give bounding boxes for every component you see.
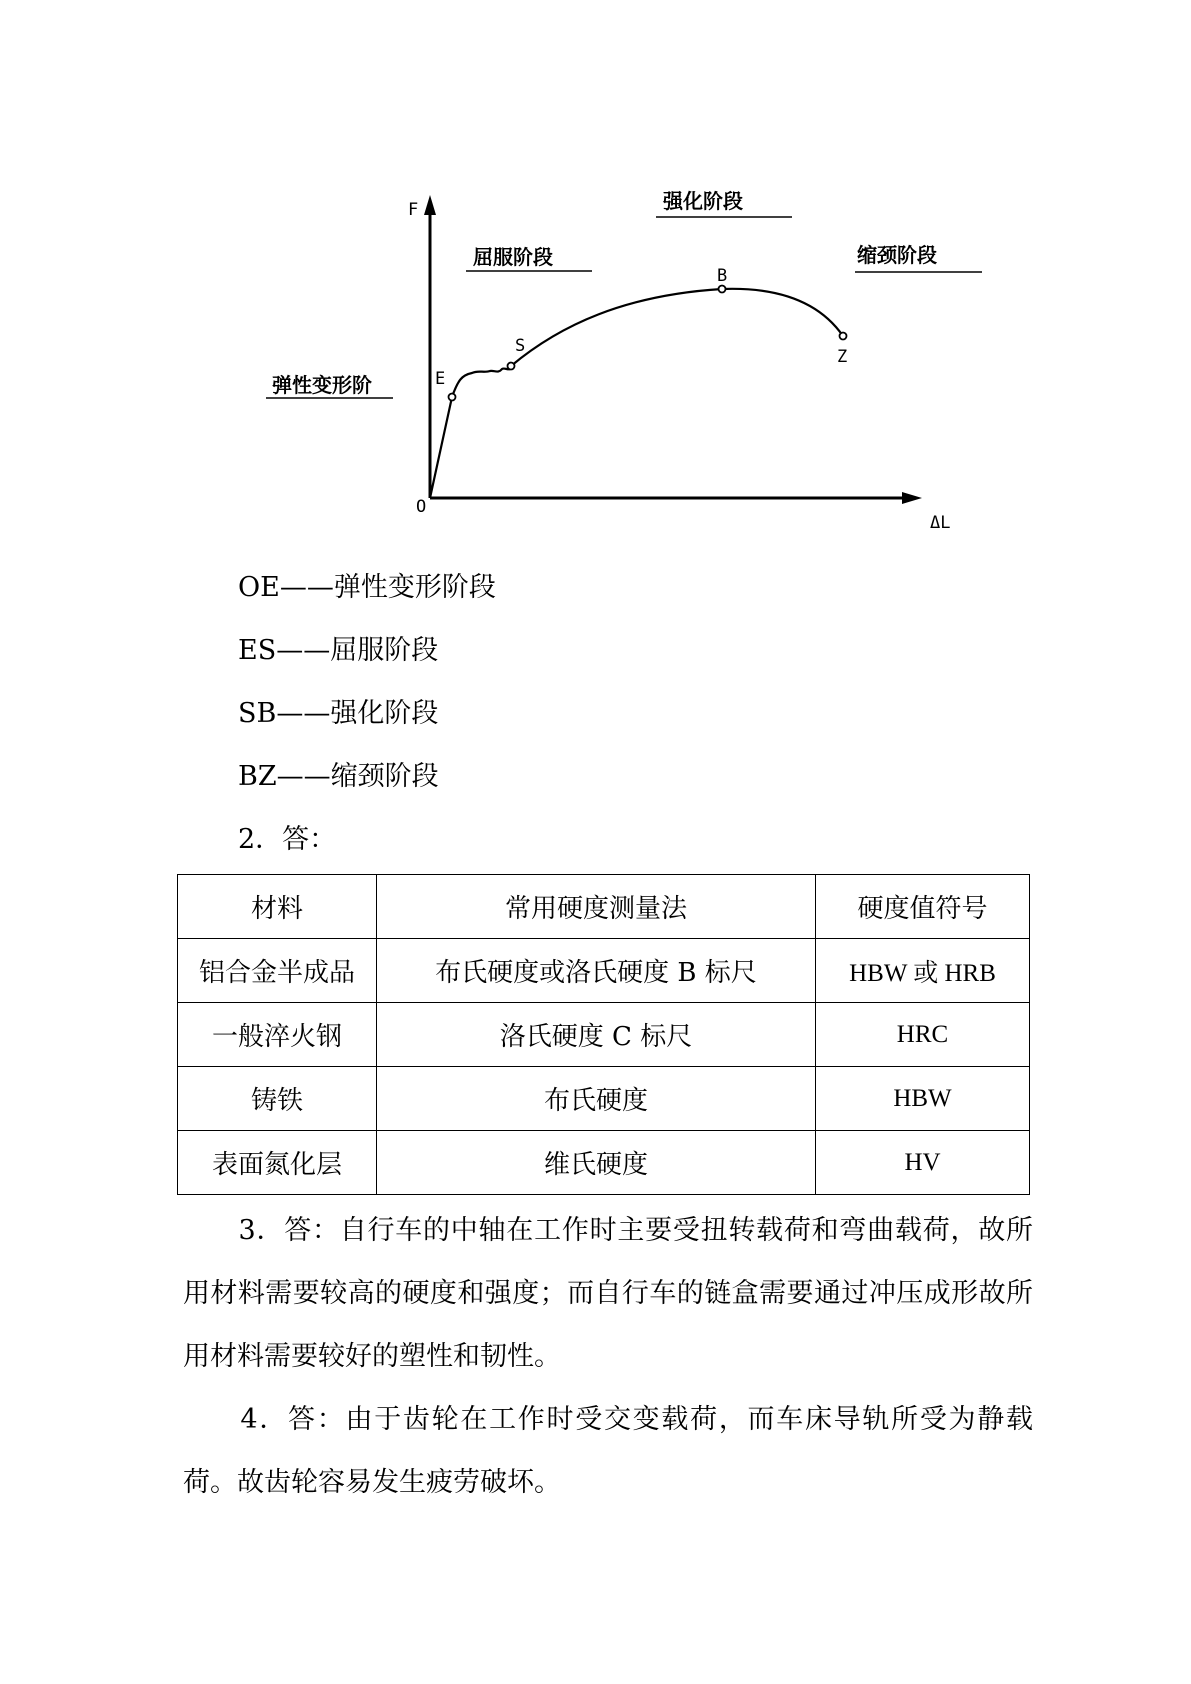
table-cell-method: 布氏硬度 <box>377 1067 816 1131</box>
point-b-label: B <box>717 266 728 286</box>
table-cell-method: 布氏硬度或洛氏硬度 B 标尺 <box>377 939 816 1003</box>
y-axis-arrow <box>424 195 436 215</box>
question-2-label: 2．答： <box>238 824 337 855</box>
answer-3-paragraph: 3．答：自行车的中轴在工作时主要受扭转载荷和弯曲载荷，故所用材料需要较高的硬度和强度；而自行车的链盒需要通过冲压成形故所用材料需要较好的塑性和韧性。 <box>183 1215 1033 1372</box>
tensile-curve-diagram <box>0 0 1191 560</box>
x-axis-arrow <box>902 492 922 504</box>
load-extension-curve <box>430 289 843 498</box>
table-row <box>178 1067 1030 1131</box>
table-cell-symbol: HV <box>816 1131 1030 1195</box>
point-e-marker <box>449 394 456 401</box>
table-row <box>178 1003 1030 1067</box>
table-header-cell: 常用硬度测量法 <box>377 875 816 939</box>
legend-sb: SB——强化阶段 <box>238 698 439 729</box>
table-cell-method: 洛氏硬度 C 标尺 <box>377 1003 816 1067</box>
answer-4-paragraph: 4．答：由于齿轮在工作时受交变载荷，而车床导轨所受为静载荷。故齿轮容易发生疲劳破坏。 <box>183 1404 1033 1498</box>
point-z-label: Z <box>837 347 848 367</box>
table-cell-symbol: HBW 或 HRB <box>816 939 1030 1003</box>
table-cell-material: 表面氮化层 <box>178 1131 377 1195</box>
stage-label-strengthen: 强化阶段 <box>663 189 743 213</box>
table-row <box>178 1131 1030 1195</box>
point-s-label: S <box>515 336 526 356</box>
legend-es: ES——屈服阶段 <box>238 635 439 666</box>
table-row <box>178 939 1030 1003</box>
table-cell-material: 铸铁 <box>178 1067 377 1131</box>
hardness-table <box>177 874 1030 1195</box>
x-axis-label: ΔL <box>930 513 951 533</box>
stage-label-elastic: 弹性变形阶 <box>272 373 372 397</box>
stage-label-yield: 屈服阶段 <box>473 245 553 269</box>
y-axis-label: F <box>408 200 419 220</box>
table-header-cell: 硬度值符号 <box>816 875 1030 939</box>
table-cell-material: 一般淬火钢 <box>178 1003 377 1067</box>
point-s-marker <box>508 363 515 370</box>
point-z-marker <box>840 333 847 340</box>
table-cell-material: 铝合金半成品 <box>178 939 377 1003</box>
point-b-marker <box>719 286 726 293</box>
table-cell-symbol: HRC <box>816 1003 1030 1067</box>
table-header-cell: 材料 <box>178 875 377 939</box>
legend-bz: BZ——缩颈阶段 <box>238 761 439 792</box>
table-cell-method: 维氏硬度 <box>377 1131 816 1195</box>
origin-label: O <box>416 497 427 517</box>
point-e-label: E <box>435 369 446 389</box>
table-cell-symbol: HBW <box>816 1067 1030 1131</box>
stage-label-necking: 缩颈阶段 <box>857 243 937 267</box>
legend-oe: OE——弹性变形阶段 <box>238 572 496 603</box>
table-header-row <box>178 875 1030 939</box>
